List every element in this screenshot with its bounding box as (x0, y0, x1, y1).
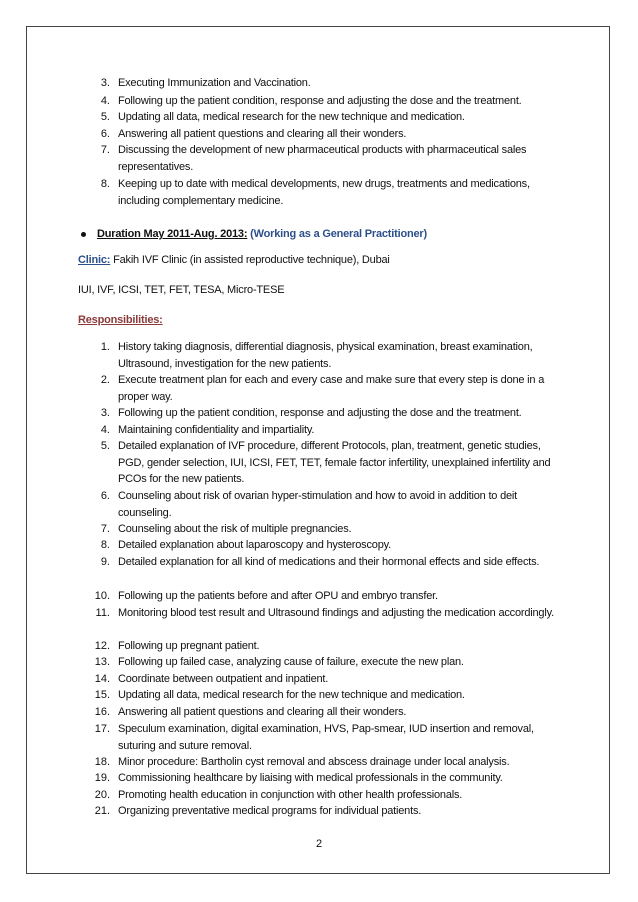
list-number: 20. (94, 789, 110, 801)
list-text: Updating all data, medical research for the new technique and medication. (118, 111, 465, 123)
list-number: 8. (100, 539, 110, 551)
list-number: 1. (100, 341, 110, 353)
list-number: 18. (94, 756, 110, 768)
list-text: History taking diagnosis, differential diagnosis, physical examination, breast examination, Ultrasound, investigation for the new patients. (118, 341, 533, 370)
list-number: 12. (94, 640, 110, 652)
list-number: 5. (100, 111, 110, 123)
list-text: Promoting health education in conjunction with other health professionals. (118, 789, 463, 801)
list-text: Detailed explanation for all kind of medications and their hormonal effects and side effects. (118, 556, 540, 568)
clinic-text: Fakih IVF Clinic (in assisted reproductive technique), Dubai (113, 254, 390, 266)
list-number: 15. (94, 689, 110, 701)
clinic-label: Clinic: (78, 254, 111, 266)
list-text: Organizing preventative medical programs for individual patients. (118, 805, 422, 817)
clinic-line (78, 253, 390, 267)
list-number: 3. (100, 77, 110, 89)
list-text: Keeping up to date with medical developments, new drugs, treatments and medications, including complementary medicine. (118, 178, 530, 207)
list-number: 21. (94, 805, 110, 817)
list-text: Following up the patient condition, response and adjusting the dose and the treatment. (118, 95, 522, 107)
list-text: Speculum examination, digital examination, HVS, Pap-smear, IUD insertion and removal, suturing and suture removal. (118, 723, 534, 752)
list-text: Answering all patient questions and clearing all their wonders. (118, 706, 407, 718)
list-number: 7. (100, 523, 110, 535)
responsibilities-heading: Responsibilities: (78, 314, 163, 326)
list-number: 14. (94, 673, 110, 685)
list-number: 2. (100, 374, 110, 386)
page-number: 2 (315, 838, 323, 850)
list-number: 6. (100, 490, 110, 502)
list-number: 4. (100, 424, 110, 436)
list-number: 13. (94, 656, 110, 668)
list-number: 10. (94, 590, 110, 602)
duration-line (97, 227, 427, 241)
list-text: Minor procedure: Bartholin cyst removal and abscess drainage under local analysis. (118, 756, 510, 768)
list-number: 9. (100, 556, 110, 568)
list-text: Following up the patient condition, response and adjusting the dose and the treatment. (118, 407, 522, 419)
bullet-dot (81, 232, 86, 237)
list-text: Discussing the development of new pharmaceutical products with pharmaceutical sales representatives. (118, 144, 527, 173)
list-text: Counseling about the risk of multiple pregnancies. (118, 523, 352, 535)
list-number: 7. (100, 144, 110, 156)
list-number: 3. (100, 407, 110, 419)
list-number: 19. (94, 772, 110, 784)
list-text: Commissioning healthcare by liaising with medical professionals in the community. (118, 772, 503, 784)
list-number: 5. (100, 440, 110, 452)
list-number: 4. (100, 95, 110, 107)
list-text: Following up the patients before and after OPU and embryo transfer. (118, 590, 438, 602)
list-text: Maintaining confidentiality and impartiality. (118, 424, 315, 436)
list-number: 16. (94, 706, 110, 718)
list-text: Answering all patient questions and clearing all their wonders. (118, 128, 407, 140)
list-text: Detailed explanation of IVF procedure, different Protocols, plan, treatment, genetic studies, PGD, gender selection, IUI, ICSI, FET, TET, female factor infertility, unexplained infertility and PCOs for the new patients. (118, 440, 551, 485)
list-text: Execute treatment plan for each and every case and make sure that every step is done in a proper way. (118, 374, 545, 403)
list-text: Monitoring blood test result and Ultrasound findings and adjusting the medication accordingly. (118, 607, 554, 619)
list-text: Executing Immunization and Vaccination. (118, 77, 311, 89)
list-text: Coordinate between outpatient and inpatient. (118, 673, 329, 685)
list-text: Detailed explanation about laparoscopy and hysteroscopy. (118, 539, 391, 551)
list-text: Following up pregnant patient. (118, 640, 260, 652)
list-number: 17. (94, 723, 110, 735)
list-number: 6. (100, 128, 110, 140)
list-text: Following up failed case, analyzing cause of failure, execute the new plan. (118, 656, 464, 668)
list-text: Counseling about risk of ovarian hyper-stimulation and how to avoid in addition to deit counseling. (118, 490, 518, 519)
techniques-text: IUI, IVF, ICSI, TET, FET, TESA, Micro-TESE (78, 284, 285, 296)
list-number: 11. (95, 607, 110, 619)
duration-role: (Working as a General Practitioner) (250, 228, 427, 240)
list-number: 8. (100, 178, 110, 190)
list-text: Updating all data, medical research for the new technique and medication. (118, 689, 465, 701)
duration-label: Duration May 2011-Aug. 2013: (97, 228, 248, 240)
